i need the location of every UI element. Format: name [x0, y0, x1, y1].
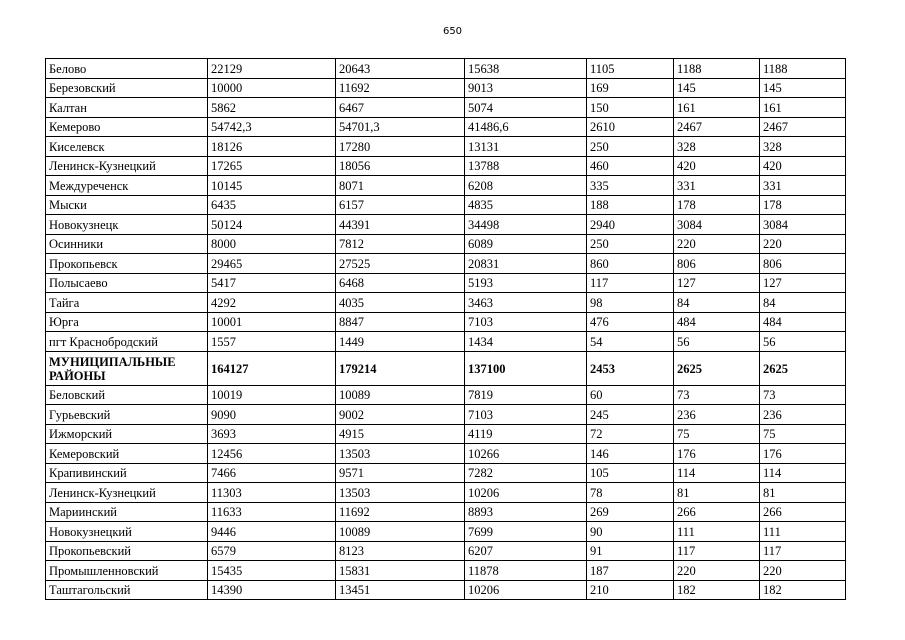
value-col-5-cell: 81: [674, 483, 760, 503]
municipality-name-cell: Прокопьевский: [46, 541, 208, 561]
value-col-5-cell: 266: [674, 502, 760, 522]
value-col-1-cell: 10000: [208, 78, 336, 98]
value-col-1-cell: 10145: [208, 176, 336, 196]
municipality-name-cell: МУНИЦИПАЛЬНЫЕ РАЙОНЫ: [46, 351, 208, 385]
municipality-name-cell: Киселевск: [46, 137, 208, 157]
table-row: [46, 522, 846, 542]
value-col-1-cell: 6579: [208, 541, 336, 561]
value-col-4-cell: 54: [587, 332, 674, 352]
value-col-2-cell: 8847: [336, 312, 465, 332]
table-row: [46, 137, 846, 157]
value-col-5-cell: 84: [674, 293, 760, 313]
table-row: [46, 561, 846, 581]
table-row: [46, 385, 846, 405]
value-col-3-cell: 10206: [465, 483, 587, 503]
value-col-2-cell: 44391: [336, 215, 465, 235]
table-row: [46, 444, 846, 464]
value-col-2-cell: 4035: [336, 293, 465, 313]
value-col-3-cell: 7282: [465, 463, 587, 483]
value-col-4-cell: 72: [587, 424, 674, 444]
value-col-6-cell: 111: [760, 522, 846, 542]
value-col-5-cell: 236: [674, 405, 760, 425]
value-col-3-cell: 7103: [465, 312, 587, 332]
value-col-6-cell: 2625: [760, 351, 846, 385]
value-col-3-cell: 13788: [465, 156, 587, 176]
value-col-3-cell: 6089: [465, 234, 587, 254]
table-row: [46, 254, 846, 274]
value-col-5-cell: 2625: [674, 351, 760, 385]
value-col-2-cell: 13503: [336, 483, 465, 503]
value-col-3-cell: 4835: [465, 195, 587, 215]
value-col-2-cell: 11692: [336, 502, 465, 522]
table-row: [46, 541, 846, 561]
value-col-2-cell: 11692: [336, 78, 465, 98]
table-row: [46, 59, 846, 79]
value-col-6-cell: 75: [760, 424, 846, 444]
value-col-6-cell: 2467: [760, 117, 846, 137]
value-col-3-cell: 5193: [465, 273, 587, 293]
value-col-6-cell: 220: [760, 234, 846, 254]
value-col-6-cell: 3084: [760, 215, 846, 235]
page-number: 650: [442, 26, 463, 37]
municipality-name-cell: Ижморский: [46, 424, 208, 444]
value-col-1-cell: 17265: [208, 156, 336, 176]
table-row: [46, 234, 846, 254]
value-col-5-cell: 420: [674, 156, 760, 176]
value-col-5-cell: 331: [674, 176, 760, 196]
municipality-name-cell: Новокузнецкий: [46, 522, 208, 542]
value-col-5-cell: 145: [674, 78, 760, 98]
value-col-5-cell: 484: [674, 312, 760, 332]
value-col-4-cell: 117: [587, 273, 674, 293]
value-col-2-cell: 54701,3: [336, 117, 465, 137]
value-col-1-cell: 1557: [208, 332, 336, 352]
value-col-4-cell: 78: [587, 483, 674, 503]
value-col-1-cell: 29465: [208, 254, 336, 274]
value-col-3-cell: 15638: [465, 59, 587, 79]
value-col-6-cell: 182: [760, 580, 846, 600]
municipality-name-cell: Осинники: [46, 234, 208, 254]
value-col-4-cell: 860: [587, 254, 674, 274]
municipality-name-cell: Таштагольский: [46, 580, 208, 600]
value-col-1-cell: 15435: [208, 561, 336, 581]
value-col-1-cell: 54742,3: [208, 117, 336, 137]
value-col-5-cell: 328: [674, 137, 760, 157]
value-col-2-cell: 13503: [336, 444, 465, 464]
value-col-5-cell: 178: [674, 195, 760, 215]
value-col-4-cell: 460: [587, 156, 674, 176]
municipality-name-cell: Прокопьевск: [46, 254, 208, 274]
value-col-6-cell: 84: [760, 293, 846, 313]
value-col-4-cell: 269: [587, 502, 674, 522]
value-col-4-cell: 146: [587, 444, 674, 464]
value-col-6-cell: 145: [760, 78, 846, 98]
value-col-5-cell: 3084: [674, 215, 760, 235]
value-col-3-cell: 8893: [465, 502, 587, 522]
value-col-4-cell: 98: [587, 293, 674, 313]
value-col-4-cell: 2610: [587, 117, 674, 137]
value-col-3-cell: 34498: [465, 215, 587, 235]
value-col-4-cell: 210: [587, 580, 674, 600]
table-row: [46, 463, 846, 483]
value-col-3-cell: 10206: [465, 580, 587, 600]
table-row: [46, 98, 846, 118]
value-col-3-cell: 13131: [465, 137, 587, 157]
value-col-3-cell: 7699: [465, 522, 587, 542]
value-col-5-cell: 220: [674, 561, 760, 581]
value-col-4-cell: 169: [587, 78, 674, 98]
table-row: [46, 332, 846, 352]
municipality-name-cell: Ленинск-Кузнецкий: [46, 156, 208, 176]
value-col-1-cell: 5862: [208, 98, 336, 118]
value-col-1-cell: 10001: [208, 312, 336, 332]
value-col-2-cell: 179214: [336, 351, 465, 385]
value-col-1-cell: 7466: [208, 463, 336, 483]
value-col-2-cell: 6467: [336, 98, 465, 118]
value-col-5-cell: 114: [674, 463, 760, 483]
value-col-4-cell: 250: [587, 234, 674, 254]
value-col-3-cell: 4119: [465, 424, 587, 444]
value-col-2-cell: 27525: [336, 254, 465, 274]
value-col-2-cell: 10089: [336, 522, 465, 542]
value-col-5-cell: 176: [674, 444, 760, 464]
value-col-4-cell: 2453: [587, 351, 674, 385]
value-col-1-cell: 12456: [208, 444, 336, 464]
municipality-name-cell: Промышленновский: [46, 561, 208, 581]
value-col-5-cell: 161: [674, 98, 760, 118]
value-col-1-cell: 5417: [208, 273, 336, 293]
value-col-4-cell: 335: [587, 176, 674, 196]
value-col-2-cell: 17280: [336, 137, 465, 157]
value-col-5-cell: 117: [674, 541, 760, 561]
value-col-5-cell: 111: [674, 522, 760, 542]
municipality-name-cell: Новокузнецк: [46, 215, 208, 235]
value-col-4-cell: 188: [587, 195, 674, 215]
value-col-4-cell: 2940: [587, 215, 674, 235]
value-col-5-cell: 806: [674, 254, 760, 274]
municipality-name-cell: Калтан: [46, 98, 208, 118]
table-row: [46, 502, 846, 522]
value-col-6-cell: 81: [760, 483, 846, 503]
municipality-name-cell: Кемерово: [46, 117, 208, 137]
municipality-name-cell: Междуреченск: [46, 176, 208, 196]
value-col-1-cell: 164127: [208, 351, 336, 385]
table-row: [46, 483, 846, 503]
municipality-name-cell: Тайга: [46, 293, 208, 313]
value-col-6-cell: 806: [760, 254, 846, 274]
table-body: [46, 59, 846, 600]
value-col-5-cell: 73: [674, 385, 760, 405]
value-col-3-cell: 6208: [465, 176, 587, 196]
municipality-name-cell: Мариинский: [46, 502, 208, 522]
value-col-1-cell: 11633: [208, 502, 336, 522]
value-col-5-cell: 220: [674, 234, 760, 254]
value-col-4-cell: 90: [587, 522, 674, 542]
value-col-2-cell: 15831: [336, 561, 465, 581]
value-col-3-cell: 1434: [465, 332, 587, 352]
value-col-5-cell: 2467: [674, 117, 760, 137]
value-col-6-cell: 220: [760, 561, 846, 581]
value-col-5-cell: 182: [674, 580, 760, 600]
table-row: [46, 215, 846, 235]
value-col-2-cell: 6157: [336, 195, 465, 215]
value-col-2-cell: 20643: [336, 59, 465, 79]
value-col-5-cell: 75: [674, 424, 760, 444]
table-row: [46, 424, 846, 444]
value-col-2-cell: 18056: [336, 156, 465, 176]
municipality-name-cell: Беловский: [46, 385, 208, 405]
value-col-2-cell: 8123: [336, 541, 465, 561]
value-col-6-cell: 56: [760, 332, 846, 352]
value-col-1-cell: 6435: [208, 195, 336, 215]
municipality-name-cell: Березовский: [46, 78, 208, 98]
municipality-name-cell: Крапивинский: [46, 463, 208, 483]
value-col-4-cell: 245: [587, 405, 674, 425]
value-col-1-cell: 18126: [208, 137, 336, 157]
municipality-name-cell: Юрга: [46, 312, 208, 332]
value-col-5-cell: 1188: [674, 59, 760, 79]
value-col-6-cell: 73: [760, 385, 846, 405]
value-col-3-cell: 137100: [465, 351, 587, 385]
value-col-5-cell: 127: [674, 273, 760, 293]
section-total-row: [46, 351, 846, 385]
table-row: [46, 117, 846, 137]
value-col-1-cell: 10019: [208, 385, 336, 405]
value-col-1-cell: 50124: [208, 215, 336, 235]
municipality-name-cell: пгт Краснобродский: [46, 332, 208, 352]
municipality-name-cell: Ленинск-Кузнецкий: [46, 483, 208, 503]
value-col-3-cell: 11878: [465, 561, 587, 581]
value-col-3-cell: 3463: [465, 293, 587, 313]
value-col-1-cell: 9446: [208, 522, 336, 542]
table-row: [46, 78, 846, 98]
value-col-1-cell: 9090: [208, 405, 336, 425]
value-col-6-cell: 266: [760, 502, 846, 522]
value-col-4-cell: 1105: [587, 59, 674, 79]
municipality-name-cell: Белово: [46, 59, 208, 79]
value-col-4-cell: 187: [587, 561, 674, 581]
value-col-3-cell: 20831: [465, 254, 587, 274]
table-row: [46, 312, 846, 332]
value-col-5-cell: 56: [674, 332, 760, 352]
value-col-1-cell: 8000: [208, 234, 336, 254]
value-col-6-cell: 331: [760, 176, 846, 196]
value-col-2-cell: 9002: [336, 405, 465, 425]
value-col-3-cell: 9013: [465, 78, 587, 98]
value-col-3-cell: 7103: [465, 405, 587, 425]
value-col-6-cell: 117: [760, 541, 846, 561]
value-col-2-cell: 1449: [336, 332, 465, 352]
value-col-2-cell: 8071: [336, 176, 465, 196]
value-col-1-cell: 11303: [208, 483, 336, 503]
value-col-3-cell: 5074: [465, 98, 587, 118]
table-row: [46, 580, 846, 600]
value-col-6-cell: 328: [760, 137, 846, 157]
value-col-2-cell: 9571: [336, 463, 465, 483]
value-col-3-cell: 7819: [465, 385, 587, 405]
municipality-name-cell: Кемеровский: [46, 444, 208, 464]
value-col-4-cell: 105: [587, 463, 674, 483]
table-row: [46, 293, 846, 313]
value-col-6-cell: 484: [760, 312, 846, 332]
table-row: [46, 405, 846, 425]
value-col-6-cell: 114: [760, 463, 846, 483]
value-col-3-cell: 41486,6: [465, 117, 587, 137]
value-col-2-cell: 6468: [336, 273, 465, 293]
value-col-1-cell: 4292: [208, 293, 336, 313]
value-col-3-cell: 6207: [465, 541, 587, 561]
value-col-4-cell: 60: [587, 385, 674, 405]
table-row: [46, 273, 846, 293]
value-col-4-cell: 91: [587, 541, 674, 561]
table-row: [46, 156, 846, 176]
value-col-1-cell: 22129: [208, 59, 336, 79]
value-col-2-cell: 13451: [336, 580, 465, 600]
value-col-4-cell: 476: [587, 312, 674, 332]
municipality-name-cell: Полысаево: [46, 273, 208, 293]
value-col-6-cell: 1188: [760, 59, 846, 79]
value-col-6-cell: 127: [760, 273, 846, 293]
value-col-1-cell: 14390: [208, 580, 336, 600]
value-col-2-cell: 4915: [336, 424, 465, 444]
value-col-2-cell: 7812: [336, 234, 465, 254]
value-col-2-cell: 10089: [336, 385, 465, 405]
table-row: [46, 195, 846, 215]
value-col-4-cell: 250: [587, 137, 674, 157]
value-col-1-cell: 3693: [208, 424, 336, 444]
value-col-6-cell: 236: [760, 405, 846, 425]
table-row: [46, 176, 846, 196]
municipality-name-cell: Гурьевский: [46, 405, 208, 425]
value-col-6-cell: 178: [760, 195, 846, 215]
value-col-6-cell: 161: [760, 98, 846, 118]
value-col-4-cell: 150: [587, 98, 674, 118]
data-table: [45, 58, 846, 600]
value-col-3-cell: 10266: [465, 444, 587, 464]
value-col-6-cell: 176: [760, 444, 846, 464]
value-col-6-cell: 420: [760, 156, 846, 176]
municipality-name-cell: Мыски: [46, 195, 208, 215]
